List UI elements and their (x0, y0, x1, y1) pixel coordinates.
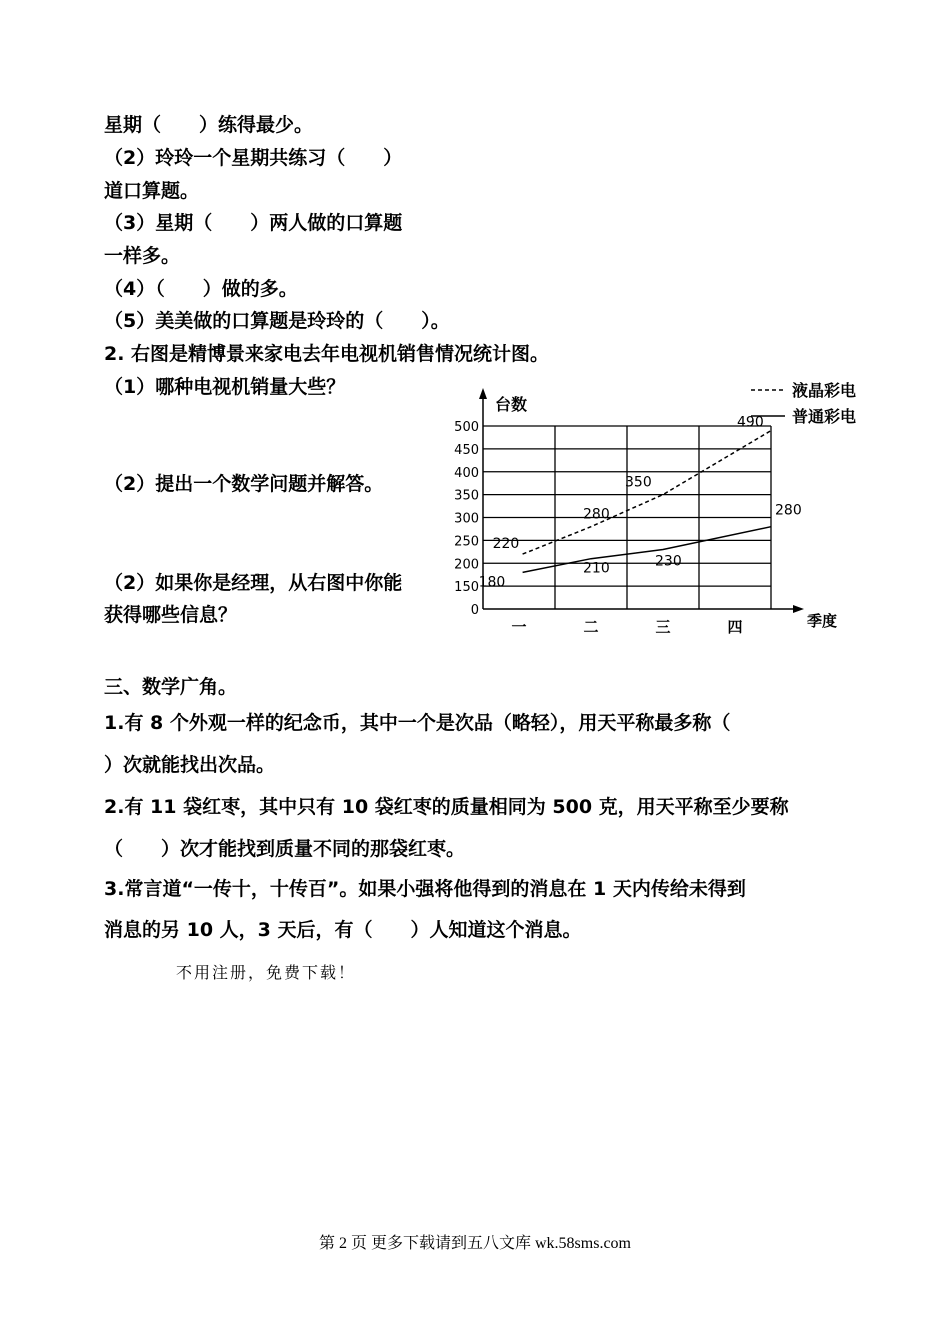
y-axis-arrow (479, 388, 487, 399)
y-tick-label: 150 (454, 580, 479, 596)
section3-title: 三、数学广角。 (104, 676, 238, 698)
question-line-4: （3）星期（ ）两人做的口算题 (104, 212, 403, 234)
x-category-label: 四 (727, 618, 743, 636)
question-line-5: 一样多。 (104, 245, 181, 267)
question-line-2: （2）玲玲一个星期共练习（ ） (104, 147, 403, 169)
section3-line-1: 1.有 8 个外观一样的纪念币，其中一个是次品（略轻），用天平称最多称（ (104, 712, 731, 734)
section3-line-6: 消息的另 10 人，3 天后，有（ ）人知道这个消息。 (104, 919, 582, 941)
data-label: 280 (775, 502, 802, 519)
data-label: 350 (625, 474, 652, 491)
tv-sales-line-chart (440, 378, 880, 638)
page-footer: 第 2 页 更多下载请到五八文库 wk.58sms.com (318, 1235, 631, 1252)
section3-line-5: 3.常言道“一传十，十传百”。如果小强将他得到的消息在 1 天内传给未得到 (104, 878, 746, 900)
legend-label: 普通彩电 (792, 407, 857, 426)
data-label: 220 (492, 536, 520, 553)
y-tick-label: 400 (454, 465, 479, 481)
data-label: 280 (583, 506, 610, 523)
section3-line-2: ）次就能找出次品。 (104, 754, 276, 776)
data-label: 180 (478, 574, 506, 591)
legend-label: 液晶彩电 (792, 381, 857, 400)
data-label: 230 (655, 553, 682, 570)
x-axis-arrow (793, 605, 804, 613)
free-download-note: 不用注册，免费下载！ (176, 963, 357, 982)
y-tick-label: 350 (454, 488, 479, 504)
section3-line-3: 2.有 11 袋红枣，其中只有 10 袋红枣的质量相同为 500 克，用天平称至少要称 (104, 796, 789, 818)
question2-sub2: （2）提出一个数学问题并解答。 (104, 473, 384, 495)
y-tick-label: 200 (454, 557, 479, 573)
y-tick-label: 0 (470, 603, 479, 618)
data-label: 490 (737, 414, 764, 431)
x-category-label: 三 (655, 618, 671, 636)
x-category-label: 二 (583, 618, 599, 636)
question2-title: 2. 右图是精博景来家电去年电视机销售情况统计图。 (104, 343, 550, 365)
x-category-label: 一 (511, 618, 527, 636)
y-axis-label: 台数 (495, 395, 528, 414)
question2-sub1: （1）哪种电视机销量大些？ (104, 376, 346, 398)
data-label: 210 (583, 560, 610, 577)
question-line-3: 道口算题。 (104, 180, 200, 202)
question2-sub3-line2: 获得哪些信息？ (104, 604, 238, 626)
y-tick-label: 250 (454, 534, 479, 550)
y-tick-label: 450 (454, 442, 479, 458)
question-line-6: （4）（ ）做的多。 (104, 278, 298, 300)
question2-sub3-line1: （2）如果你是经理，从右图中你能 (104, 572, 403, 594)
question-line-7: （5）美美做的口算题是玲玲的（ ）。 (104, 310, 450, 332)
y-tick-label: 300 (454, 511, 479, 527)
x-axis-label: 季度 (807, 612, 838, 630)
series-line-2 (523, 527, 771, 573)
question-line-1: 星期（ ）练得最少。 (104, 114, 314, 136)
y-tick-label: 500 (454, 420, 479, 435)
section3-line-4: （ ）次才能找到质量不同的那袋红枣。 (104, 838, 466, 860)
